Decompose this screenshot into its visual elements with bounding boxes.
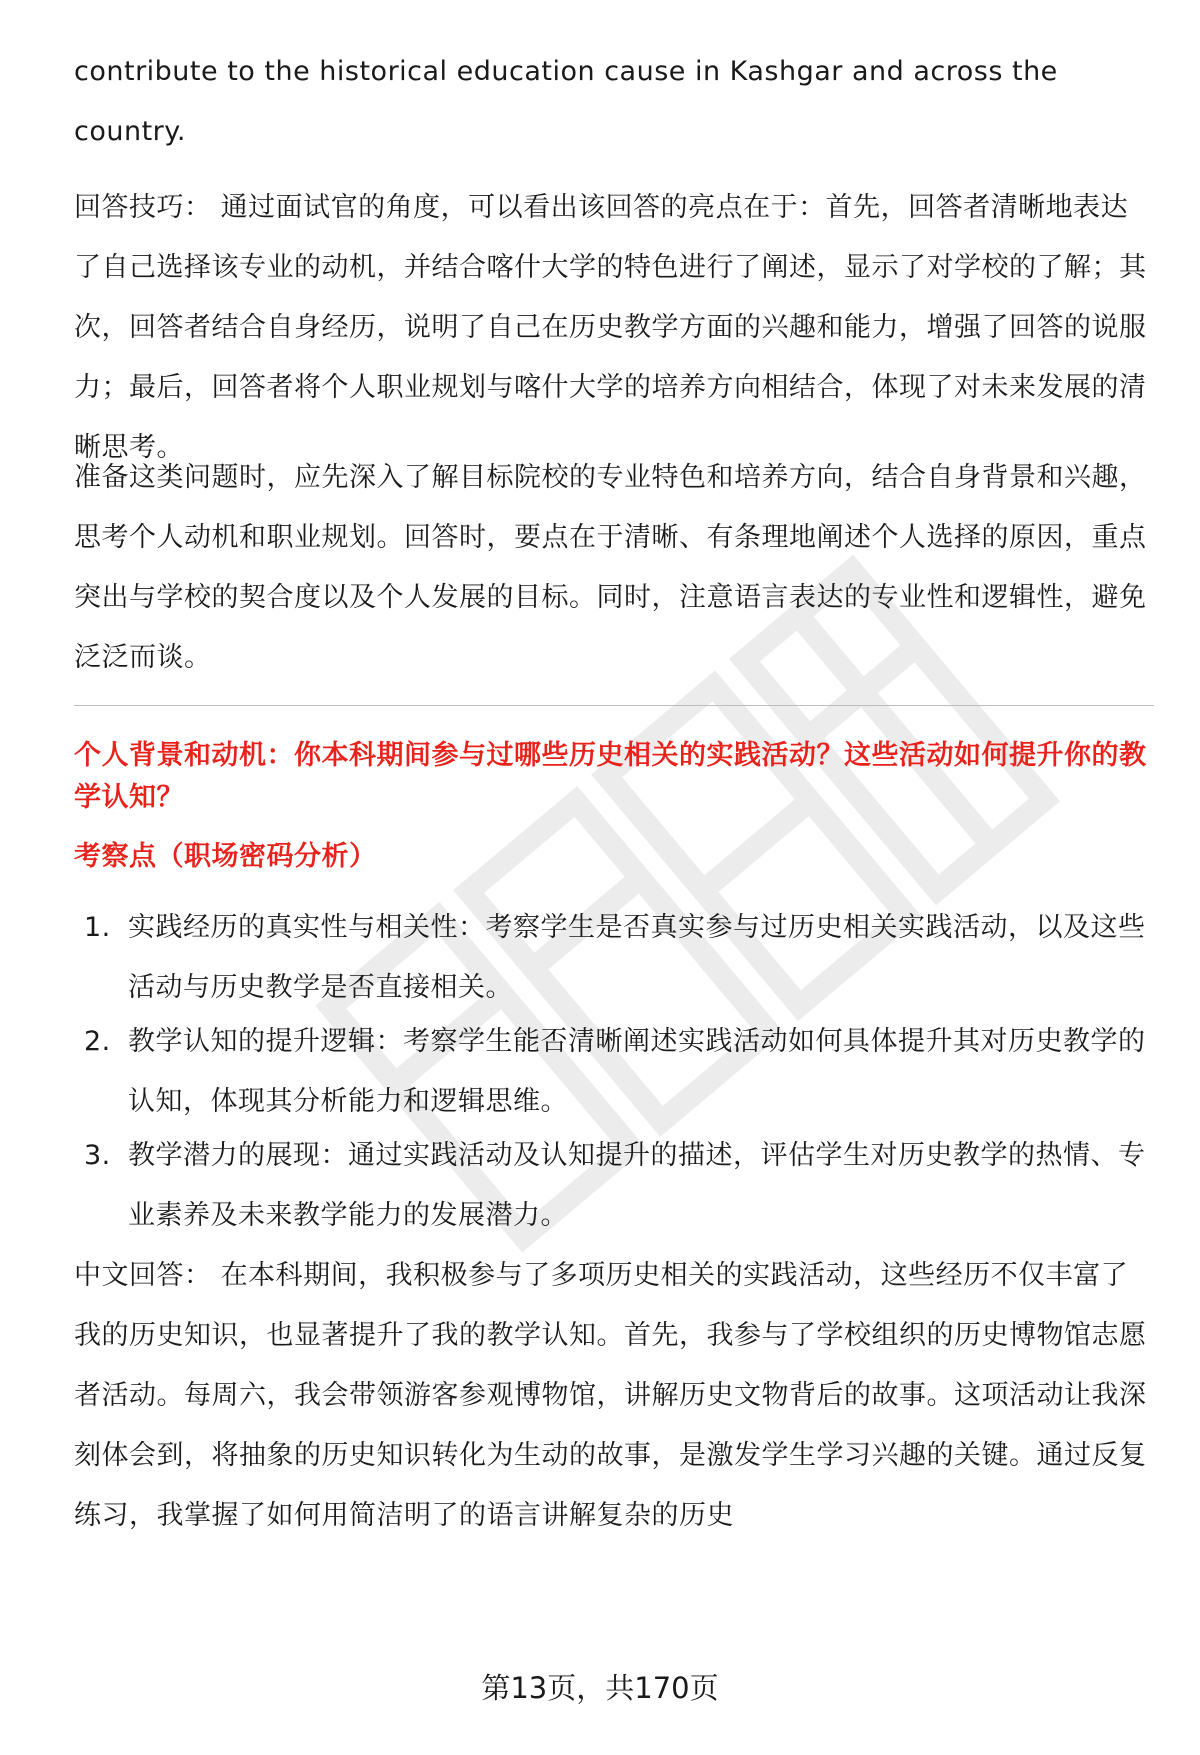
- paragraph-continuation: contribute to the historical education cause in Kashgar and across the country.: [74, 56, 1058, 147]
- list-item: [74, 1012, 1154, 1132]
- list-item-number: 1.: [84, 912, 111, 943]
- paragraph-answer-tips: 回答技巧： 通过面试官的角度，可以看出该回答的亮点在于：首先，回答者清晰地表达了自己选择该专业的动机，并结合喀什大学的特色进行了阐述，显示了对学校的了解；其次，回答者结合自身经历，说明了自己在历史教学方面的兴趣和能力，增强了回答的说服力；最后，回答者将个人职业规划与喀什大学的培养方向相结合，体现了对未来发展的清晰思考。: [74, 192, 1147, 463]
- paragraph-preparation-advice: 准备这类问题时，应先深入了解目标院校的专业特色和培养方向，结合自身背景和兴趣，思考个人动机和职业规划。回答时，要点在于清晰、有条理地阐述个人选择的原因，重点突出与学校的契合度以及个人发展的目标。同时，注意语言表达的专业性和逻辑性，避免泛泛而谈。: [74, 462, 1147, 673]
- list-item-number: 2.: [84, 1026, 111, 1057]
- list-item-text: 实践经历的真实性与相关性：考察学生是否真实参与过历史相关实践活动，以及这些活动与历史教学是否直接相关。: [128, 912, 1146, 1003]
- list-item: [74, 1126, 1154, 1246]
- section-title-assessment-points: 考察点（职场密码分析）: [74, 841, 377, 872]
- paragraph-chinese-answer: 中文回答： 在本科期间，我积极参与了多项历史相关的实践活动，这些经历不仅丰富了我的历史知识，也显著提升了我的教学认知。首先，我参与了学校组织的历史博物馆志愿者活动。每周六，我会带领游客参观博物馆，讲解历史文物背后的故事。这项活动让我深刻体会到，将抽象的历史知识转化为生动的故事，是激发学生学习兴趣的关键。通过反复练习，我掌握了如何用简洁明了的语言讲解复杂的历史: [74, 1260, 1147, 1531]
- section-divider: [74, 705, 1154, 706]
- list-item-text: 教学认知的提升逻辑：考察学生能否清晰阐述实践活动如何具体提升其对历史教学的认知，体现其分析能力和逻辑思维。: [128, 1026, 1146, 1117]
- assessment-points-list: [74, 898, 1154, 1246]
- list-item-text: 教学潜力的展现：通过实践活动及认知提升的描述，评估学生对历史教学的热情、专业素养及未来教学能力的发展潜力。: [128, 1140, 1146, 1231]
- question-title: 个人背景和动机：你本科期间参与过哪些历史相关的实践活动？这些活动如何提升你的教学认知？: [74, 740, 1147, 813]
- list-item: [74, 898, 1154, 1018]
- page-number: 第13页，共170页: [481, 1671, 719, 1705]
- list-item-number: 3.: [84, 1140, 111, 1171]
